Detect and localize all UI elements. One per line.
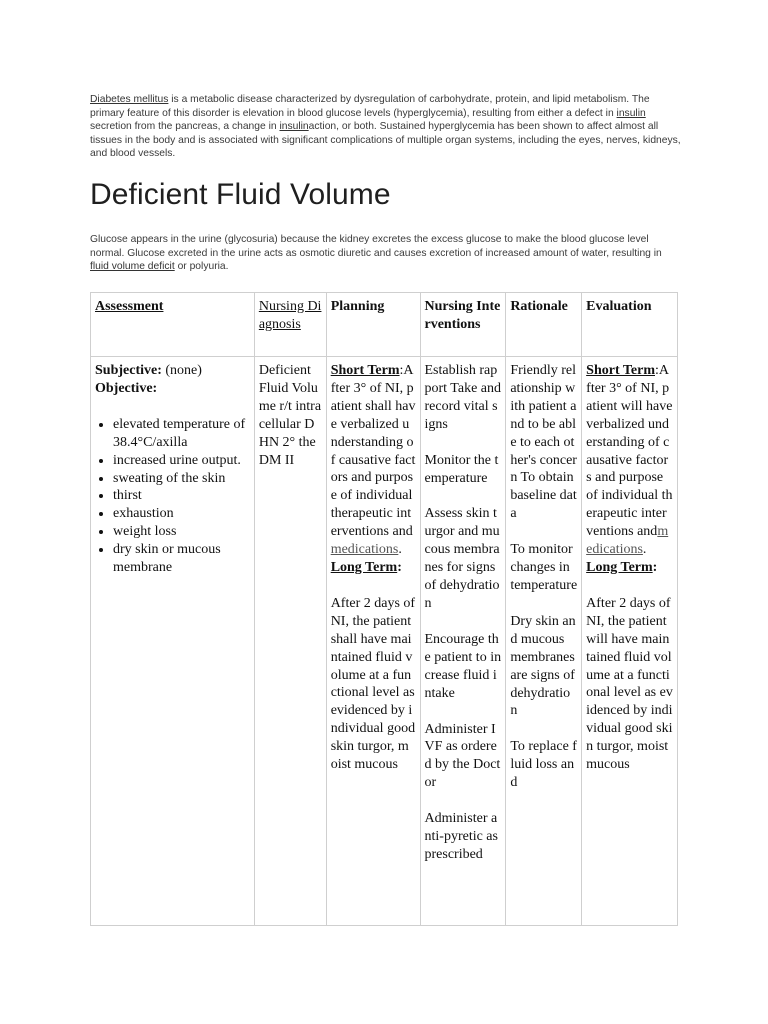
subjective-label: Subjective: <box>95 363 162 378</box>
evaluation-long-term-text: After 2 days of NI, the patient will have maintained fluid volume at a functional level as evidenced by individual good skin turgor, moist mucous <box>586 595 673 773</box>
subjective-line <box>95 362 250 380</box>
planning-long-term-heading <box>331 559 416 577</box>
care-plan-row <box>91 357 678 926</box>
header-row <box>91 293 678 357</box>
objective-item: • exhaustion <box>113 505 250 523</box>
intervention-item: Establish rapport Take and record vital signs <box>424 363 502 432</box>
evaluation-cell <box>582 357 678 926</box>
intervention-gap <box>425 434 502 452</box>
objective-item: • thirst <box>113 487 250 505</box>
evaluation-gap <box>586 577 673 595</box>
objective-item: • weight loss <box>113 523 250 541</box>
rationale-gap <box>510 720 577 738</box>
planning-short-term-label: Short Term <box>330 363 400 378</box>
planning-medications-link[interactable]: medications <box>330 542 399 558</box>
intervention-gap <box>425 487 502 505</box>
rationale-gap <box>510 523 577 541</box>
header-evaluation: Evaluation <box>582 293 678 357</box>
intro-paragraph <box>90 93 682 161</box>
intro-text-3: action, or both. Sustained hyperglycemia has been shown to affect almost all tissues in the body and is associated with significant complications of multiple organ systems, including the eyes, nerves, kidneys, and blood vessels. <box>90 121 681 159</box>
evaluation-short-term <box>586 362 673 559</box>
glycosuria-text-1: Glucose appears in the urine (glycosuria) because the kidney excretes the excess glucose to make the blood glucose level normal. Glucose excreted in the urine acts as osmotic diuretic and causes excretion of increased amount of water, resulting in <box>90 234 662 259</box>
header-planning: Planning <box>326 293 420 357</box>
glycosuria-text-2: or polyuria. <box>174 261 229 272</box>
planning-short-term <box>331 362 416 559</box>
evaluation-medications-link[interactable]: medications <box>586 524 669 558</box>
assessment-cell <box>91 357 255 926</box>
intervention-item: Administer anti-pyretic as prescribed <box>424 811 498 862</box>
header-diagnosis <box>254 293 326 357</box>
evaluation-short-end: . <box>642 542 647 558</box>
evaluation-long-term-label: Long Term <box>586 559 653 575</box>
planning-short-end: . <box>398 542 402 558</box>
insulin-link-1[interactable]: insulin <box>616 107 646 119</box>
diagnosis-cell: Deficient Fluid Volume r/t intracellular DHN 2° the DM II <box>254 357 326 926</box>
intervention-item: Monitor the temperature <box>424 452 499 486</box>
planning-long-term-text: After 2 days of NI, the patient shall have maintained fluid volume at a functional level as evidenced by individual good skin turgor, moist mucous <box>330 595 416 773</box>
nursing-care-plan-table <box>90 292 678 926</box>
intro-text-2: secretion from the pancreas, a change in <box>90 121 280 132</box>
header-interventions: Nursing Interventions <box>420 293 506 357</box>
objective-item: • dry skin or mucous membrane <box>113 541 250 577</box>
rationale-cell <box>506 357 582 926</box>
planning-long-term-label: Long Term <box>330 559 398 575</box>
intervention-item: Assess skin turgor and mucous membranes for signs of dehydration <box>424 506 500 611</box>
objective-item: • sweating of the skin <box>113 470 250 488</box>
insulin-link-2[interactable]: insulin <box>279 121 309 132</box>
rationale-gap <box>510 595 577 613</box>
intervention-item: Encourage the patient to increase fluid intake <box>424 631 502 701</box>
interventions-cell <box>420 357 506 926</box>
intervention-gap <box>425 792 502 810</box>
subjective-value: (none) <box>161 363 202 378</box>
section-heading: Deficient Fluid Volume <box>90 178 391 211</box>
fluid-volume-deficit-link[interactable]: fluid volume deficit <box>90 261 175 272</box>
rationale-item: Dry skin and mucous membranes are signs of dehydration <box>510 613 576 719</box>
glycosuria-paragraph <box>90 233 682 274</box>
planning-short-term-text: :After 3° of NI, patient shall have verbalized understanding of causative factors and purpose of individual therapeutic interventions and <box>330 363 416 540</box>
intervention-item: Administer IVF as ordered by the Doctor <box>424 721 501 791</box>
nursing-diagnosis-link[interactable]: Nursing Diagnosis <box>258 299 322 332</box>
diabetes-mellitus-link[interactable]: Diabetes mellitus <box>90 94 169 105</box>
objective-item: • increased urine output. <box>113 452 250 470</box>
evaluation-long-term-colon: : <box>652 559 658 575</box>
rationale-item: To monitor changes in temperature <box>510 542 578 593</box>
intervention-gap <box>425 703 502 721</box>
header-rationale: Rationale <box>506 293 582 357</box>
planning-cell <box>326 357 420 926</box>
planning-long-term-colon: : <box>397 559 402 575</box>
header-assessment <box>91 293 255 357</box>
intro-text-1: is a metabolic disease characterized by dysregulation of carbohydrate, protein, and lipid metabolism. The primary feature of this disorder is elevation in blood glucose levels (hyperglycemia), resulting from either a defect in <box>90 94 650 119</box>
evaluation-short-term-text: :After 3° of NI, patient will have verbalized understanding of causative factors and purpose of individual therapeutic interventions and <box>586 363 673 540</box>
intervention-gap <box>425 613 502 631</box>
evaluation-short-term-label: Short Term <box>586 363 655 378</box>
rationale-item: To replace fluid loss and <box>510 739 577 791</box>
objective-item: • elevated temperature of 38.4°C/axilla <box>113 416 250 452</box>
rationale-item: Friendly relationship with patient and to be able to each other's concern To obtain baseline data <box>510 363 577 522</box>
objective-list <box>95 416 250 577</box>
assessment-link[interactable]: Assessment <box>95 299 164 314</box>
objective-label: Objective: <box>95 380 158 396</box>
planning-gap <box>331 577 416 595</box>
evaluation-long-term-heading <box>586 559 673 577</box>
